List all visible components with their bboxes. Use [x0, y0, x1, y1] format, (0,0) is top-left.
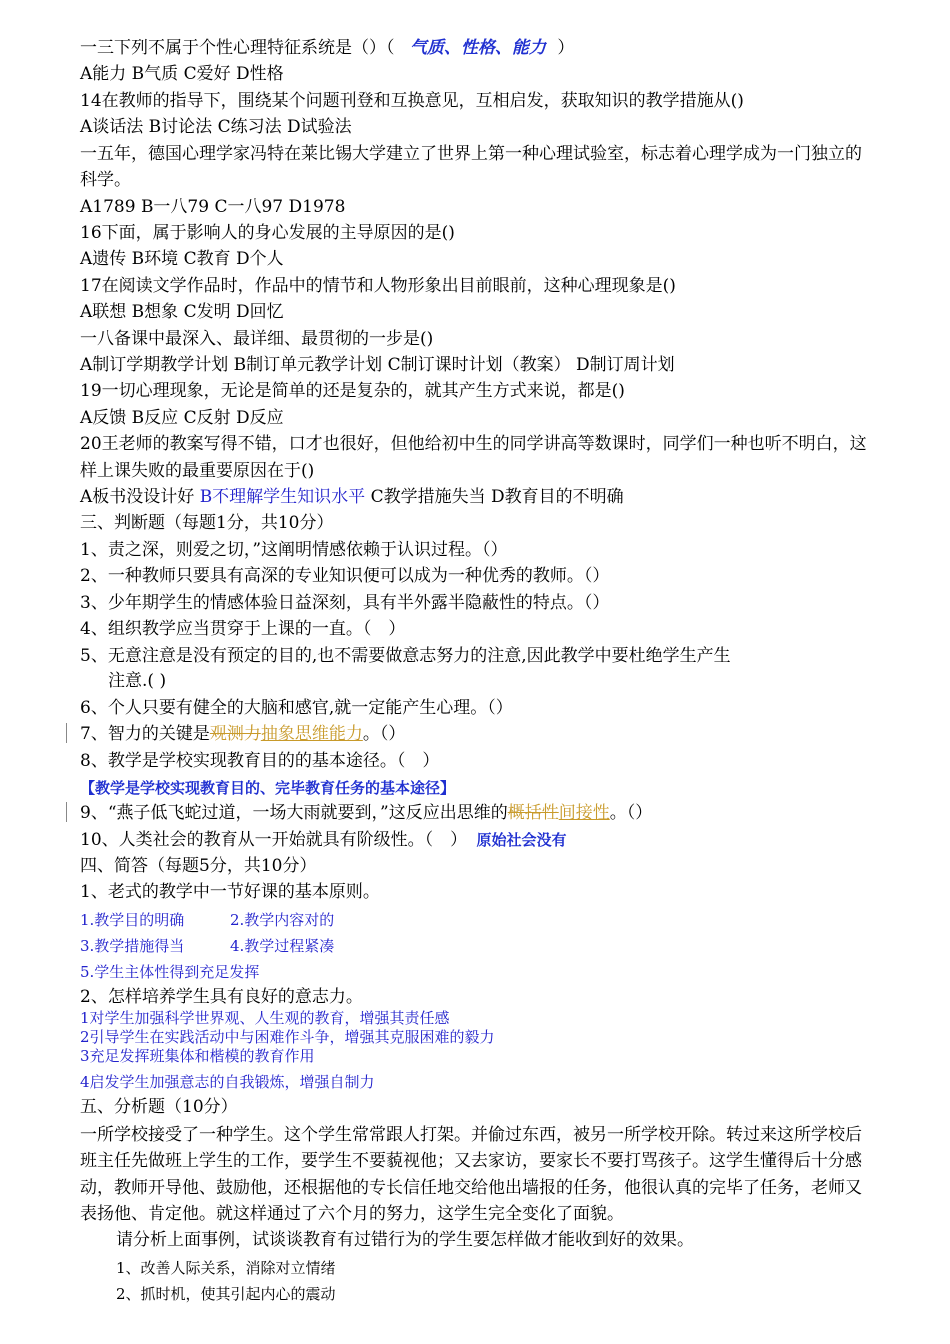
- options-18: A制订学期教学计划 B制订单元教学计划 C制订课时计划（教案） D制订周计划: [80, 355, 675, 375]
- judgement-8: 8、教学是学校实现教育目的的基本途径。（ ）: [80, 751, 440, 771]
- inserted-text: 间接性: [558, 803, 610, 823]
- options-19: A反馈 B反应 C反射 D反应: [80, 408, 284, 428]
- answer-s2-item-4: 4启发学生加强意志的自我锻炼，增强自制力: [80, 1073, 375, 1091]
- answer-judgement-10: 原始社会没有: [476, 831, 567, 849]
- analysis-paragraph-line-1: 一所学校接受了一种学生。这个学生常常跟人打架。并偷过东西，被另一所学校开除。转过来这所学校后: [80, 1125, 862, 1145]
- judgement-5: 5、无意注意是没有预定的目的,也不需要做意志努力的注意,因此教学中要杜绝学生产生: [80, 646, 731, 666]
- analysis-paragraph-line-4: 表扬他、肯定他。就这样通过了六个月的努力，这学生完全变化了面貌。: [80, 1204, 624, 1224]
- judgement-4: 4、组织教学应当贯穿于上课的一直。（ ）: [80, 619, 406, 639]
- options-16: A遗传 B环境 C教育 D个人: [80, 249, 284, 269]
- question-19: 19一切心理现象，无论是简单的还是复杂的，就其产生方式来说，都是(): [80, 381, 625, 401]
- answer-judgement-8: 【教学是学校实现教育目的、完毕教育任务的基本途径】: [80, 779, 456, 797]
- question-13: 一三下列不属于个性心理特征系统是（）（ 气质、性格、能力 ）: [80, 38, 575, 58]
- analysis-answer-2: 2、抓时机，使其引起内心的震动: [116, 1285, 336, 1303]
- analysis-answer-1: 1、改善人际关系，消除对立情绪: [116, 1259, 336, 1277]
- judgement-1: 1、责之深，则爱之切，”这阐明情感依赖于认识过程。（）: [80, 540, 508, 560]
- answer-q20: B不理解学生知识水平: [199, 487, 366, 507]
- question-15: 一五年，德国心理学家冯特在莱比锡大学建立了世界上第一种心理试验室，标志着心理学成为一门独立的: [80, 144, 862, 164]
- answer-s2-item-3: 3充足发挥班集体和楷模的教育作用: [80, 1047, 315, 1065]
- answer-s2-item-1: 1对学生加强科学世界观、人生观的教育，增强其责任感: [80, 1009, 450, 1027]
- options-13: A能力 B气质 C爱好 D性格: [80, 64, 284, 84]
- question-17: 17在阅读文学作品时，作品中的情节和人物形象出目前眼前，这种心理现象是(): [80, 276, 676, 296]
- question-18: 一八备课中最深入、最详细、最贯彻的一步是(): [80, 329, 434, 349]
- section-analysis-heading: 五、分析题（10分）: [80, 1097, 238, 1117]
- judgement-7: 7、智力的关键是观测力抽象思维能力。（）: [80, 724, 406, 744]
- revision-bar: [66, 802, 67, 822]
- judgement-9: 9、“燕子低飞蛇过道，一场大雨就要到，”这反应出思维的概括性间接性。（）: [80, 803, 653, 823]
- inserted-text: 抽象思维能力: [260, 724, 363, 744]
- options-20: A板书没设计好 B不理解学生知识水平 C教学措施失当 D教育目的不明确: [80, 487, 624, 507]
- answer-s1-item-3: 3.教学措施得当: [80, 937, 185, 955]
- analysis-paragraph-line-2: 班主任先做班上学生的工作，要学生不要藐视他；又去家访，要家长不要打骂孩子。这学生懂得后十分感: [80, 1151, 862, 1171]
- answer-s1-item-4: 4.教学过程紧凑: [230, 937, 335, 955]
- short-answer-1: 1、老式的教学中一节好课的基本原则。: [80, 882, 380, 902]
- options-15: A1789 B一八79 C一八97 D1978: [80, 197, 346, 217]
- judgement-2: 2、一种教师只要具有高深的专业知识便可以成为一种优秀的教师。（）: [80, 566, 610, 586]
- judgement-6: 6、个人只要有健全的大脑和感官,就一定能产生心理。（）: [80, 698, 513, 718]
- question-20-cont: 样上课失败的最重要原因在于(): [80, 461, 315, 481]
- question-16: 16下面，属于影响人的身心发展的主导原因的是(): [80, 223, 455, 243]
- judgement-10: 10、人类社会的教育从一开始就具有阶级性。（ ） 原始社会没有: [80, 830, 567, 850]
- section-judgement-heading: 三、判断题（每题1分，共10分）: [80, 513, 334, 533]
- analysis-paragraph-line-3: 动，教师开导他、鼓励他，还根据他的专长信任地交给他出墙报的任务，他很认真的完毕了任务，老师又: [80, 1178, 862, 1198]
- question-14: 14在教师的指导下，围绕某个问题刊登和互换意见，互相启发，获取知识的教学措施从(): [80, 91, 744, 111]
- analysis-question: 请分析上面事例，试谈谈教育有过错行为的学生要怎样做才能收到好的效果。: [116, 1230, 694, 1250]
- question-15-cont: 科学。: [80, 170, 131, 190]
- section-short-answer-heading: 四、简答（每题5分，共10分）: [80, 856, 317, 876]
- answer-s2-item-2: 2引导学生在实践活动中与困难作斗争，增强其克服困难的毅力: [80, 1028, 495, 1046]
- options-14: A谈话法 B讨论法 C练习法 D试验法: [80, 117, 352, 137]
- answer-s1-item-2: 2.教学内容对的: [230, 911, 335, 929]
- answer-s1-item-5: 5.学生主体性得到充足发挥: [80, 963, 260, 981]
- deleted-text: 概括性: [507, 803, 559, 823]
- judgement-5-cont: 注意.( ): [108, 671, 167, 691]
- answer-s1-item-1: 1.教学目的明确: [80, 911, 185, 929]
- answer-q13: 气质、性格、能力: [409, 38, 546, 58]
- question-20: 20王老师的教案写得不错，口才也很好，但他给初中生的同学讲高等数课时，同学们一种也听不明白，这: [80, 434, 867, 454]
- revision-bar: [66, 723, 67, 743]
- options-17: A联想 B想象 C发明 D回忆: [80, 302, 284, 322]
- short-answer-2: 2、怎样培养学生具有良好的意志力。: [80, 987, 363, 1007]
- judgement-3: 3、少年期学生的情感体验日益深刻，具有半外露半隐蔽性的特点。（）: [80, 593, 610, 613]
- deleted-text: 观测力: [209, 724, 261, 744]
